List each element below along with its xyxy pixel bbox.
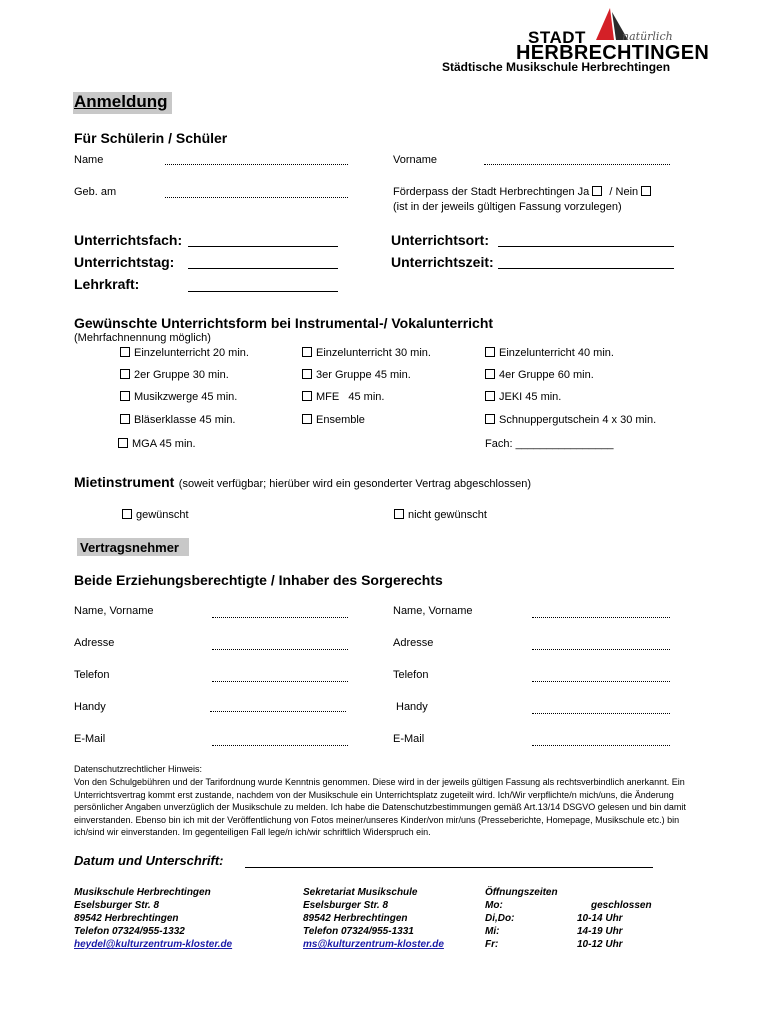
miet-row [74,474,531,492]
contract-box-title: Vertragsnehmer [80,540,179,555]
footer-col-school: Musikschule Herbrechtingen Eselsburger Str. 8 89542 Herbrechtingen Telefon 07324/955-1332 heydel@kulturzentrum-kloster.de [74,887,233,950]
hours-title: Öffnungszeiten [485,887,558,898]
parent2-telefon-label: Telefon [393,669,429,681]
tag-field[interactable] [188,268,338,269]
parent1-adresse-field[interactable] [212,649,348,650]
checkbox-icon[interactable] [485,347,495,357]
checkbox-icon[interactable] [120,414,130,424]
checkbox-icon[interactable] [394,509,404,519]
ort-field[interactable] [498,246,674,247]
miet-heading: Mietinstrument [74,474,175,490]
geb-field[interactable] [165,197,348,198]
option-mga[interactable]: MGA 45 min. [118,438,196,450]
school-email-link[interactable]: heydel@kulturzentrum-kloster.de [74,939,233,950]
sekretariat-email-link[interactable]: ms@kulturzentrum-kloster.de [303,939,444,950]
parent1-telefon-field[interactable] [212,681,348,682]
checkbox-icon[interactable] [302,414,312,424]
footer-col-sekretariat: Sekretariat Musikschule Eselsburger Str. 8 89542 Herbrechtingen Telefon 07324/955-1331 ms@kulturzentrum-kloster.de [303,887,444,950]
fach-label: Unterrichtsfach: [74,232,183,248]
miet-yes-option[interactable]: gewünscht [122,509,189,521]
parent1-handy-label: Handy [74,701,106,713]
option-3er-gruppe[interactable]: 3er Gruppe 45 min. [302,369,411,381]
parent1-telefon-label: Telefon [74,669,110,681]
vorname-field[interactable] [484,164,670,165]
option-jeki[interactable]: JEKI 45 min. [485,391,561,403]
parent2-email-field[interactable] [532,745,670,746]
checkbox-icon[interactable] [118,438,128,448]
page-title: Anmeldung [74,92,168,111]
parent1-adresse-label: Adresse [74,637,115,649]
parent2-email-label: E-Mail [393,733,425,745]
checkbox-icon[interactable] [122,509,132,519]
parent1-name-field[interactable] [212,617,348,618]
checkbox-icon[interactable] [302,369,312,379]
foerderpass-row [393,186,655,198]
option-einzel-40[interactable]: Einzelunterricht 40 min. [485,347,614,359]
contract-heading: Beide Erziehungsberechtigte / Inhaber des Sorgerechts [74,572,443,588]
checkbox-icon[interactable] [302,347,312,357]
privacy-title: Datenschutzrechtlicher Hinweis: [74,764,203,774]
logo-stadt: STADT [528,28,586,47]
option-schnuppergutschein[interactable]: Schnuppergutschein 4 x 30 min. [485,414,656,426]
checkbox-icon[interactable] [302,391,312,401]
parent2-name-label: Name, Vorname [393,605,473,617]
ort-label: Unterrichtsort: [391,232,490,248]
foerderpass-ja-checkbox[interactable] [592,186,602,196]
miet-no-option[interactable]: nicht gewünscht [394,509,487,521]
school-subtitle: Städtische Musikschule Herbrechtingen [442,60,671,74]
footer-hours: Öffnungszeiten Mo: geschlossen Di,Do: 10-14 Uhr Mi: 14-19 Uhr Fr: 10-12 Uhr [485,887,652,950]
logo [510,8,710,64]
checkbox-icon[interactable] [120,369,130,379]
checkbox-icon[interactable] [120,347,130,357]
option-mfe[interactable]: MFE 45 min. [302,391,384,403]
parent1-email-label: E-Mail [74,733,106,745]
foerderpass-label: Förderpass der Stadt Herbrechtingen Ja [393,186,590,198]
checkbox-icon[interactable] [485,414,495,424]
foerderpass-note: (ist in der jeweils gültigen Fassung vorzulegen) [393,201,622,213]
miet-note: (soweit verfügbar; hierüber wird ein gesonderter Vertrag abgeschlossen) [178,478,531,490]
parent1-handy-field[interactable] [210,711,346,712]
checkbox-icon[interactable] [485,391,495,401]
foerderpass-nein-label: / Nein [609,186,639,198]
logo-tagline: natürlich [622,30,673,43]
student-heading: Für Schülerin / Schüler [74,130,228,146]
option-2er-gruppe[interactable]: 2er Gruppe 30 min. [120,369,229,381]
lehrkraft-label: Lehrkraft: [74,276,140,292]
zeit-field[interactable] [498,268,674,269]
privacy-text: Von den Schulgebühren und der Tarifordnung wurde Kenntnis genommen. Diese wird in der jeweils gültigen Fassung als rechtsverbindlich anerkannt. Ein Unterrichtsvertrag kommt erst zustande, nachdem von der Musikschule ein Unterrichtsplatz zugeteilt wird. Ich/Wir verpflichte/n mich/uns, die Änderung persönlicher Angaben unverzüglich der Musikschule zu melden. Ich habe die Datenschutzbestimmungen gemäß Art.13/14 DSGVO gelesen und bin damit einverstanden. Ebenso bin ich mit der Veröffentlichung von Fotos meiner/unseres Kinder/von mir/uns (Presseberichte, Homepage, Musikschule etc.) bin ich/sind wir einverstanden. Im gegenteiligen Fall lege/n ich/wir schriftlich Widerspruch ein. [74,777,686,837]
name-label: Name [74,154,104,166]
fach-input-label[interactable]: Fach: ________________ [485,438,614,450]
option-blaeserklasse[interactable]: Bläserklasse 45 min. [120,414,236,426]
logo-city: HERBRECHTINGEN [516,42,710,64]
tag-label: Unterrichtstag: [74,254,175,270]
parent2-name-field[interactable] [532,617,670,618]
geb-label: Geb. am [74,186,117,198]
option-4er-gruppe[interactable]: 4er Gruppe 60 min. [485,369,594,381]
foerderpass-nein-checkbox[interactable] [641,186,651,196]
checkbox-icon[interactable] [120,391,130,401]
parent2-adresse-field[interactable] [532,649,670,650]
option-einzel-20[interactable]: Einzelunterricht 20 min. [120,347,249,359]
option-ensemble[interactable]: Ensemble [302,414,365,426]
option-musikzwerge[interactable]: Musikzwerge 45 min. [120,391,237,403]
parent2-telefon-field[interactable] [532,681,670,682]
parent1-name-label: Name, Vorname [74,605,154,617]
signature-field[interactable] [245,867,653,868]
option-einzel-30[interactable]: Einzelunterricht 30 min. [302,347,431,359]
form-heading: Gewünschte Unterrichtsform bei Instrumental-/ Vokalunterricht [74,315,494,331]
fach-field[interactable] [188,246,338,247]
lehrkraft-field[interactable] [188,291,338,292]
name-field[interactable] [165,164,348,165]
zeit-label: Unterrichtszeit: [391,254,494,270]
parent2-handy-label: Handy [396,701,428,713]
parent2-handy-field[interactable] [532,713,670,714]
checkbox-icon[interactable] [485,369,495,379]
vorname-label: Vorname [393,154,438,166]
parent2-adresse-label: Adresse [393,637,434,649]
parent1-email-field[interactable] [212,745,348,746]
form-subheading: (Mehrfachnennung möglich) [74,332,211,344]
signature-label: Datum und Unterschrift: [74,853,224,868]
